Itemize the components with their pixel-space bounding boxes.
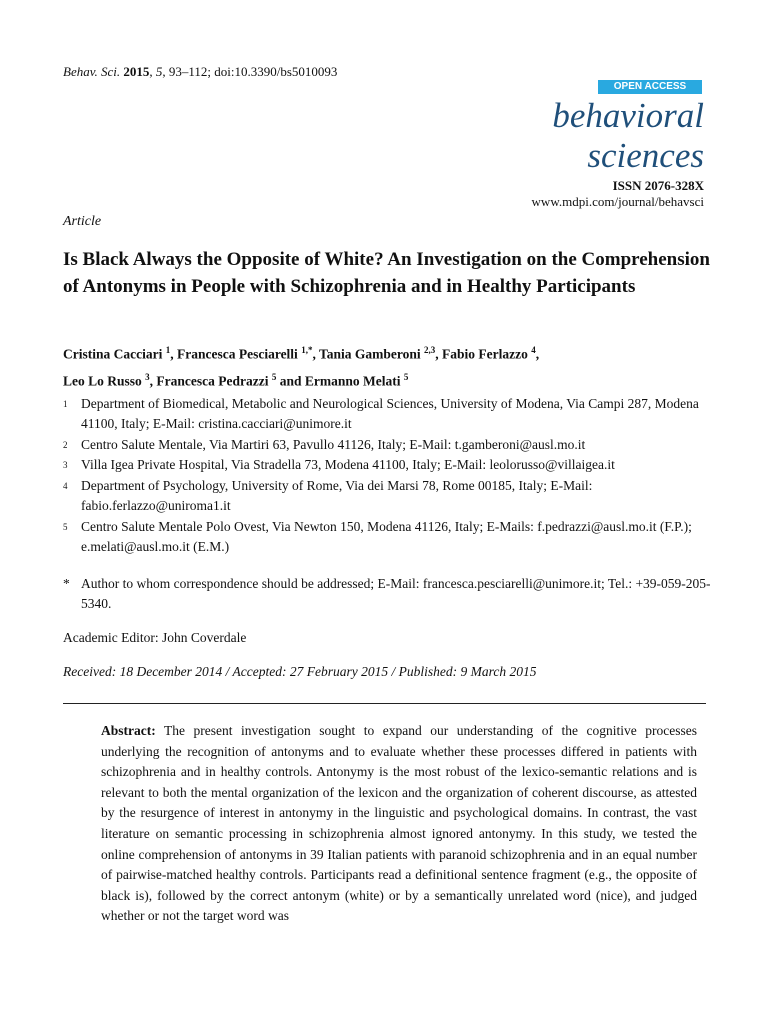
author-affiliation-mark: 1,* (301, 345, 313, 355)
section-divider (63, 703, 706, 704)
correspondence-text: Author to whom correspondence should be addressed; E-Mail: francesca.pesciarelli@unimore.it; Tel.: +39-059-205-5340. (81, 576, 711, 611)
affiliation-number: 5 (63, 522, 68, 532)
journal-name-line1: behavioral (552, 96, 704, 135)
author-separator: , (149, 373, 157, 388)
author-separator: , (312, 346, 319, 362)
author-name: Cristina Cacciari (63, 346, 163, 362)
author-name: Leo Lo Russo (63, 373, 142, 388)
affiliation-text: Department of Biomedical, Metabolic and Neurological Sciences, University of Modena, Via Campi 287, Modena 41100, Italy; E-Mail: cristina.cacciari@unimore.it (81, 396, 699, 431)
journal-issn: ISSN 2076-328X (612, 178, 704, 193)
affiliation-4 (63, 476, 723, 516)
journal-abbrev: Behav. Sci. (63, 64, 121, 79)
author-affiliation-mark: 4 (531, 345, 536, 355)
author-list (63, 339, 713, 392)
author-separator: and (276, 373, 305, 388)
journal-url[interactable]: www.mdpi.com/journal/behavsci (531, 194, 704, 209)
abstract-text: The present investigation sought to expand our understanding of the cognitive processes underlying the recognition of antonyms and to evaluate whether these processes differed in patients with schizophrenia and in healthy controls. Antonymy is the most robust of the lexico-semantic relations and is relevant to both the mental organization of the lexicon and the organization of coherent discourse, as attested by the resurgence of interest in antonymy in the linguistic and psychological domains. In contrast, the vast literature on semantic processing in schizophrenia almost ignored antonymy. In this study, we tested the online comprehension of antonyms in 39 Italian patients with paranoid schizophrenia and in an equal number of pairwise-matched healthy controls. Participants read a definitional sentence fragment (e.g., the opposite of black is), followed by the correct antonym (white) or by a semantically unrelated word (nice), and judged whether or not the target word was (101, 723, 697, 924)
abstract-label: Abstract: (101, 723, 156, 738)
affiliation-text: Villa Igea Private Hospital, Via Stradella 73, Modena 41100, Italy; E-Mail: leolorusso@villaigea.it (81, 457, 615, 472)
author-name: Tania Gamberoni (318, 346, 421, 362)
author-affiliation-mark: 2,3 (423, 345, 436, 355)
affiliation-text: Department of Psychology, University of Rome, Via dei Marsi 78, Rome 00185, Italy; E-Mail: fabio.ferlazzo@uniroma1.it (81, 478, 593, 513)
author-separator: , (170, 346, 177, 362)
citation-year: 2015 (123, 64, 150, 79)
academic-editor: Academic Editor: John Coverdale (63, 630, 247, 645)
citation-line: Behav. Sci. 2015, 5, 93–112; doi:10.3390/bs5010093 (63, 64, 338, 79)
affiliation-text: Centro Salute Mentale Polo Ovest, Via Newton 150, Modena 41126, Italy; E-Mails: f.pedrazzi@ausl.mo.it (F.P.); e.melati@ausl.mo.it (E.M.) (81, 519, 692, 554)
article-type: Article (63, 214, 102, 229)
author-separator: , (435, 346, 442, 362)
author-separator: , (535, 346, 540, 362)
affiliation-number: 4 (63, 481, 68, 491)
citation-volume: 5 (155, 64, 163, 79)
correspondence-note (63, 574, 723, 614)
author-affiliation-mark: 3 (145, 371, 150, 382)
open-access-badge: OPEN ACCESS (598, 80, 702, 94)
affiliation-number: 3 (63, 460, 68, 470)
affiliation-3 (63, 455, 723, 475)
author-name: Francesca Pedrazzi (156, 373, 269, 388)
abstract (101, 721, 697, 927)
author-affiliation-mark: 5 (271, 371, 277, 382)
publication-dates: Received: 18 December 2014 / Accepted: 27 February 2015 / Published: 9 March 2015 (63, 664, 537, 679)
affiliation-number: 1 (63, 399, 68, 409)
affiliation-2 (63, 435, 723, 455)
affiliation-1 (63, 394, 723, 434)
citation-pages-doi: , 93–112; doi:10.3390/bs5010093 (162, 64, 338, 79)
journal-name-line2: sciences (587, 136, 704, 175)
author-name: Francesca Pesciarelli (176, 346, 298, 362)
author-name: Fabio Ferlazzo (441, 346, 528, 362)
author-affiliation-mark: 1 (165, 345, 171, 355)
paper-title: Is Black Always the Opposite of White? An Investigation on the Comprehension of Antonyms in People with Schizophrenia and in Healthy Participants (63, 249, 710, 297)
author-affiliation-mark: 5 (403, 371, 409, 382)
correspondence-mark: * (63, 576, 70, 591)
affiliation-text: Centro Salute Mentale, Via Martiri 63, Pavullo 41126, Italy; E-Mail: t.gamberoni@ausl.mo.it (81, 437, 586, 452)
affiliation-number: 2 (63, 440, 68, 450)
author-name: Ermanno Melati (304, 373, 401, 388)
affiliation-5 (63, 517, 723, 557)
